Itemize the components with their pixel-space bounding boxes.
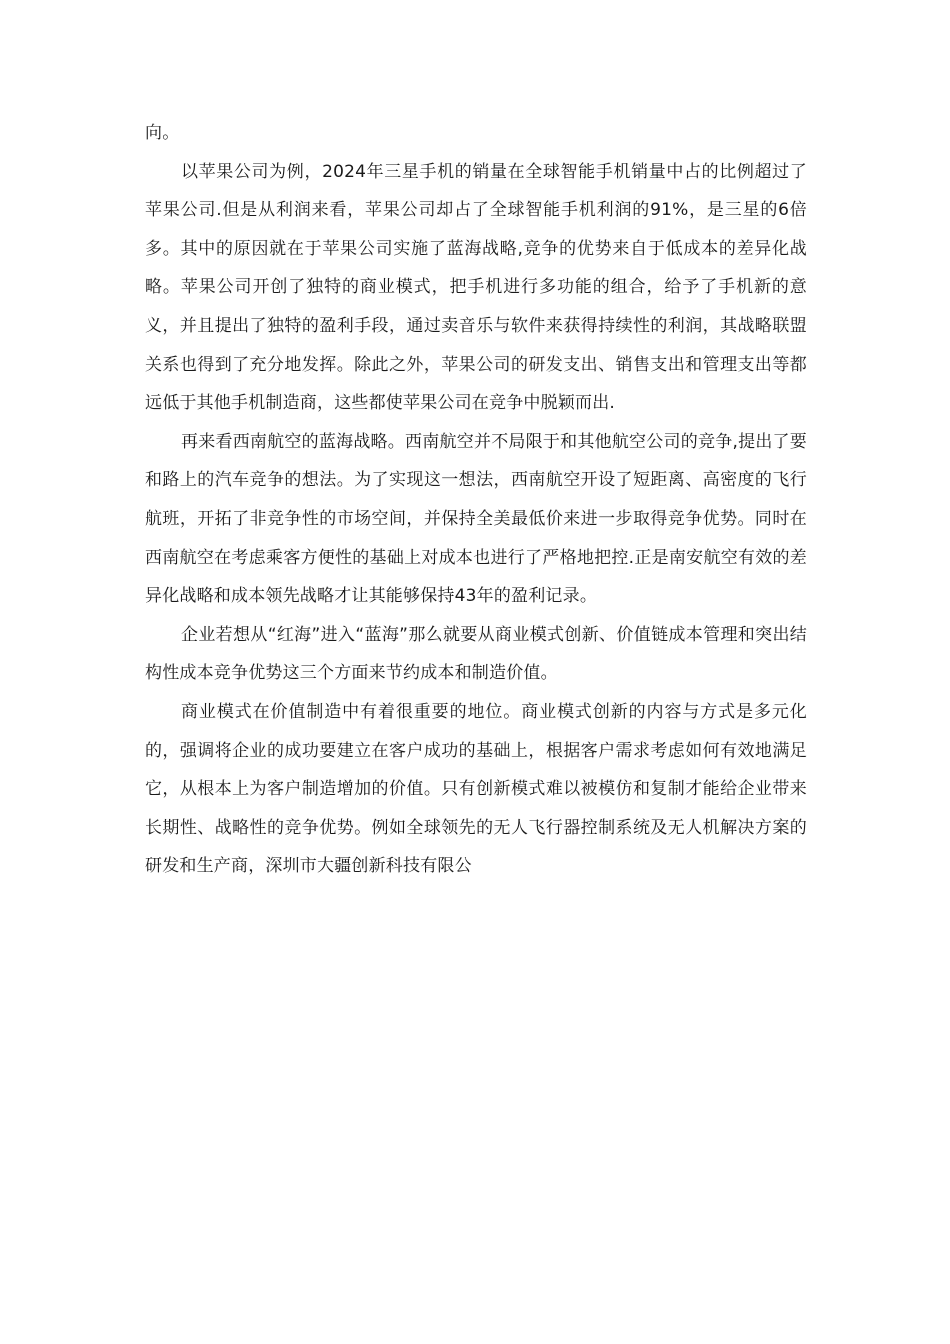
body-text [145,114,807,886]
paragraph-business-model: 商业模式在价值制造中有着很重要的地位。商业模式创新的内容与方式是多元化的，强调将企业的成功要建立在客户成功的基础上，根据客户需求考虑如何有效地满足它，从根本上为客户制造增加的价值。只有创新模式难以被模仿和复制才能给企业带来长期性、战略性的竞争优势。例如全球领先的无人飞行器控制系统及无人机解决方案的研发和生产商，深圳市大疆创新科技有限公 [145,701,807,877]
paragraph-apple-example: 以苹果公司为例，2024年三星手机的销量在全球智能手机销量中占的比例超过了苹果公司.但是从利润来看，苹果公司却占了全球智能手机利润的91%，是三星的6倍多。其中的原因就在于苹果公司实施了蓝海战略,竞争的优势来自于低成本的差异化战略。苹果公司开创了独特的商业模式，把手机进行多功能的组合，给予了手机新的意义，并且提出了独特的盈利手段，通过卖音乐与软件来获得持续性的利润，其战略联盟关系也得到了充分地发挥。除此之外，苹果公司的研发支出、销售支出和管理支出等都远低于其他手机制造商，这些都使苹果公司在竞争中脱颖而出. [145,161,807,414]
paragraph-continuation: 向。 [145,123,180,143]
paragraph-southwest-airlines: 再来看西南航空的蓝海战略。西南航空并不局限于和其他航空公司的竞争,提出了要和路上的汽车竞争的想法。为了实现这一想法，西南航空开设了短距离、高密度的飞行航班，开拓了非竞争性的市场空间，并保持全美最低价来进一步取得竞争优势。同时在西南航空在考虑乘客方便性的基础上对成本也进行了严格地把控.正是南安航空有效的差异化战略和成本领先战略才让其能够保持43年的盈利记录。 [145,431,807,607]
paragraph-red-to-blue-ocean: 企业若想从“红海”进入“蓝海”那么就要从商业模式创新、价值链成本管理和突出结构性成本竞争优势这三个方面来节约成本和制造价值。 [145,624,807,684]
